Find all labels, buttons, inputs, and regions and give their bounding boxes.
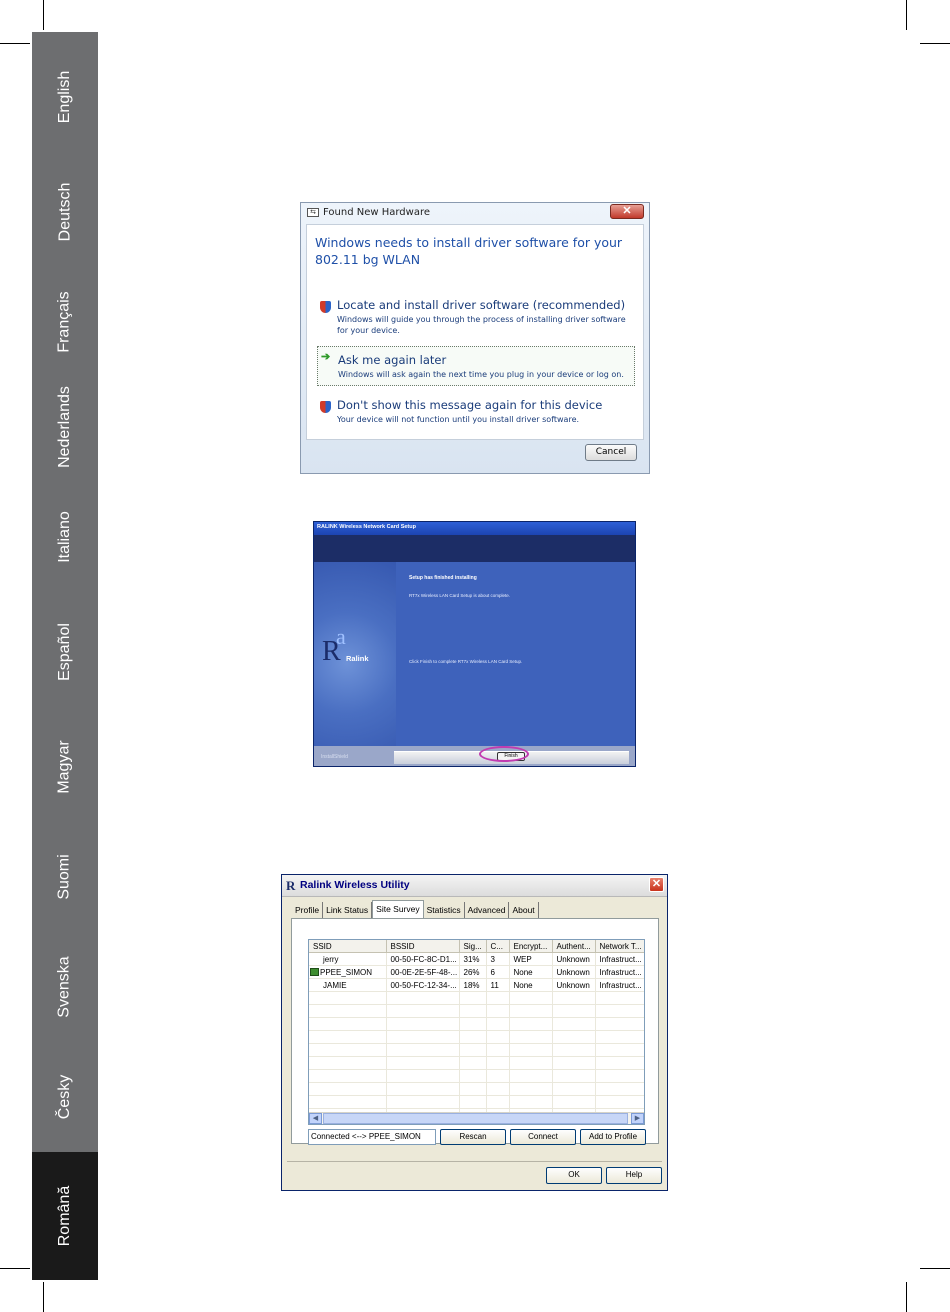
setup-titlebar [314,522,635,535]
ralink-logo-text: Ralink [346,654,369,663]
column-header[interactable]: Encrypt... [509,940,552,953]
lang-tab-cesky: Česky [55,1074,73,1120]
setup-instruction-text: Click Finish to complete RT7x Wireless LAN Card Setup. [409,659,523,664]
table-cell: 6 [486,966,509,979]
table-row [309,1096,645,1109]
add-to-profile-button[interactable]: Add to Profile [580,1129,646,1145]
table-cell: Infrastruct... [595,979,645,992]
finish-button[interactable]: Finish [497,752,525,761]
option-description: Your device will not function until you install driver software. [337,415,580,424]
setup-heading: Setup has finished installing [409,575,477,581]
ralink-logo: a R Ralink [322,624,369,667]
found-new-hardware-dialog [300,202,650,474]
hardware-icon: ⇆ [307,208,319,217]
column-header[interactable]: SSID [309,940,386,953]
network-table [309,940,645,1122]
column-header[interactable]: Network T... [595,940,645,953]
column-header[interactable]: Sig... [459,940,486,953]
utility-titlebar [282,875,667,897]
option-title: Ask me again later [338,353,447,367]
network-list [308,939,645,1125]
setup-status-text: RT7x Wireless LAN Card Setup is about complete. [409,593,510,598]
installshield-brand: InstallShield [321,754,348,760]
table-cell: 18% [459,979,486,992]
crop-mark [43,1282,44,1312]
table-row [309,992,645,1005]
table-cell: WEP [509,953,552,966]
lang-tab-suomi: Suomi [55,854,73,900]
table-row [309,1031,645,1044]
table-cell: Infrastruct... [595,953,645,966]
lang-tab-magyar: Magyar [55,740,73,794]
tab-site-survey[interactable]: Site Survey [372,900,423,920]
table-cell: 26% [459,966,486,979]
crop-mark [43,0,44,30]
language-sidebar [32,32,98,1280]
setup-footer [314,746,635,767]
tab-advanced[interactable]: Advanced [465,902,510,918]
table-cell: Unknown [552,953,595,966]
table-row [309,1005,645,1018]
tab-profile[interactable]: Profile [292,902,323,918]
crop-mark [920,1268,950,1269]
option-locate-install[interactable] [317,297,635,335]
divider [287,1161,662,1162]
option-description: Windows will ask again the next time you plug in your device or log on. [338,370,624,379]
crop-mark [0,1268,30,1269]
table-row [309,1044,645,1057]
close-button[interactable]: ✕ [610,204,644,219]
setup-header-band [314,535,635,562]
shield-icon [320,301,331,313]
crop-mark [906,1282,907,1312]
table-cell: jerry [309,953,386,966]
lang-tab-espanol: Español [55,623,73,681]
dialog-title: Found New Hardware [323,207,430,218]
scroll-left-icon[interactable]: ◀ [309,1113,322,1124]
table-row[interactable] [309,953,645,966]
lang-tab-francais: Français [55,291,73,353]
option-ask-later[interactable] [317,346,635,386]
table-cell: 3 [486,953,509,966]
table-row[interactable] [309,979,645,992]
crop-mark [920,43,950,44]
table-row [309,1083,645,1096]
option-title: Locate and install driver software (recommended) [337,298,626,312]
table-cell: 11 [486,979,509,992]
lang-tab-svenska: Svenska [56,956,73,1018]
column-header[interactable]: C... [486,940,509,953]
column-header[interactable]: BSSID [386,940,459,953]
lang-tab-nederlands: Nederlands [56,386,74,468]
table-row [309,1018,645,1031]
scroll-right-icon[interactable]: ▶ [631,1113,644,1124]
table-row [309,1057,645,1070]
table-cell: None [509,979,552,992]
site-survey-panel [291,918,659,1144]
shield-icon [320,401,331,413]
option-title: Don't show this message again for this device [337,398,603,412]
utility-tabs [292,902,539,918]
crop-mark [0,43,30,44]
connected-icon [310,968,319,976]
setup-content-panel [396,562,636,746]
dialog-body [306,224,644,440]
close-button[interactable]: ✕ [649,877,664,892]
setup-title: RALINK Wireless Network Card Setup [317,524,416,530]
connect-button[interactable]: Connect [510,1129,576,1145]
table-cell: 00-0E-2E-5F-48-... [386,966,459,979]
help-button[interactable]: Help [606,1167,662,1184]
tab-about[interactable]: About [509,902,538,918]
ralink-app-icon: R [286,878,296,893]
option-description: Windows will guide you through the process of installing driver software for your device. [337,315,626,335]
setup-window [313,521,636,767]
setup-side-panel [314,562,396,746]
horizontal-scrollbar[interactable] [309,1112,644,1124]
tab-link-status[interactable]: Link Status [323,902,372,918]
wireless-utility-window [281,874,668,1191]
crop-mark [906,0,907,30]
lang-tab-english: English [55,70,73,124]
connection-status: Connected <--> PPEE_SIMON [308,1129,436,1145]
table-row [309,1070,645,1083]
table-row[interactable] [309,966,645,979]
table-cell: Unknown [552,966,595,979]
table-cell: 00-50-FC-8C-D1... [386,953,459,966]
table-cell: JAMIE [309,979,386,992]
tab-statistics[interactable]: Statistics [424,902,465,918]
option-dont-show[interactable] [317,397,635,431]
column-header[interactable]: Authent... [552,940,595,953]
ok-button[interactable]: OK [546,1167,602,1184]
arrow-icon: ➔ [321,351,331,363]
utility-title: Ralink Wireless Utility [300,879,410,891]
scrollbar-thumb[interactable] [323,1113,628,1124]
rescan-button[interactable]: Rescan [440,1129,506,1145]
lang-tab-italiano: Italiano [56,511,73,563]
dialog-heading: Windows needs to install driver software for your 802.11 bg WLAN [315,235,623,267]
table-cell: Unknown [552,979,595,992]
table-cell: 00-50-FC-12-34-... [386,979,459,992]
table-cell: None [509,966,552,979]
lang-tab-romana: Română [32,1152,98,1280]
lang-tab-deutsch: Deutsch [55,182,73,242]
dialog-titlebar [301,203,649,223]
table-cell: PPEE_SIMON [309,966,386,979]
finish-highlight-circle [479,746,529,762]
table-cell: Infrastruct... [595,966,645,979]
table-cell: 31% [459,953,486,966]
cancel-button[interactable]: Cancel [585,444,637,461]
table-header-row [309,940,645,953]
